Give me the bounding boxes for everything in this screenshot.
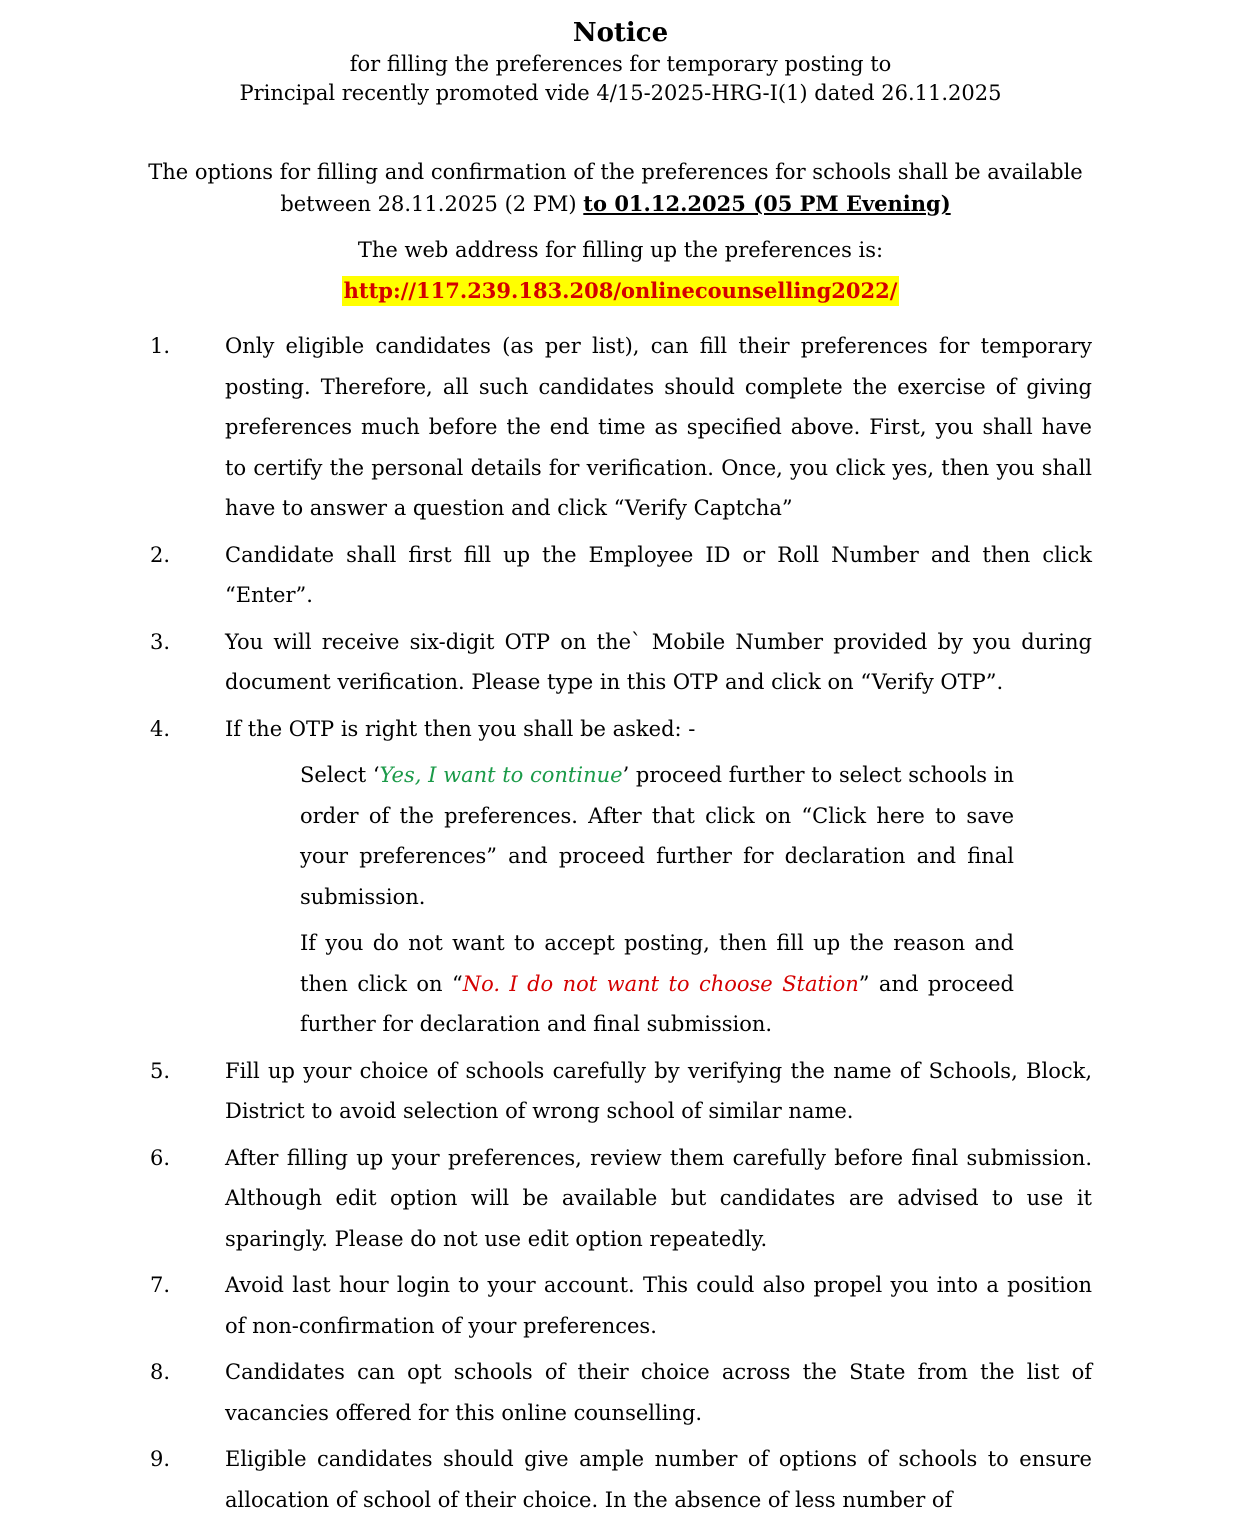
list-item xyxy=(150,709,1092,1045)
decline-option-paragraph xyxy=(300,923,1014,1045)
continue-option-paragraph xyxy=(300,755,1014,917)
list-item xyxy=(150,1352,1092,1433)
list-item-text: Fill up your choice of schools carefully by verifying the name of Schools, Block, District to avoid selection of wrong school of similar name. xyxy=(225,1058,1092,1123)
notice-subtitle-line1: for filling the preferences for temporary posting to xyxy=(349,52,892,76)
decline-option-pre: If you do not want to accept posting, then fill up the reason and then click on “ xyxy=(300,931,1014,996)
list-item-text: If the OTP is right then you shall be asked: - xyxy=(225,716,696,741)
options-text: The options for filling and confirmation of the preferences for schools shall be available between 28.11.2025 (2 PM) xyxy=(148,160,1083,216)
list-item-number: 9. xyxy=(150,1447,171,1471)
list-item-number: 1. xyxy=(150,334,171,358)
list-item-number: 5. xyxy=(150,1058,171,1083)
continue-option-pre: Select ‘ xyxy=(300,763,380,787)
list-item-number: 6. xyxy=(150,1145,171,1170)
list-item xyxy=(150,326,1092,529)
decline-option-post: ” and proceed further for declaration and final submission. xyxy=(300,971,1015,1036)
list-item-number: 2. xyxy=(150,542,171,567)
list-item-number: 4. xyxy=(150,716,171,741)
list-item xyxy=(150,1051,1092,1132)
list-item-text: Avoid last hour login to your account. This could also propel you into a position of non-confirmation of your preferences. xyxy=(225,1273,1092,1338)
list-item-number: 3. xyxy=(150,629,171,654)
options-deadline: to 01.12.2025 (05 PM Evening) xyxy=(583,191,951,216)
continue-option-label: Yes, I want to continue xyxy=(379,763,623,787)
list-item-text: Candidate shall first fill up the Employee ID or Roll Number and then click “Enter”. xyxy=(225,542,1092,607)
notice-title: Notice xyxy=(572,18,669,48)
list-item xyxy=(150,1138,1092,1260)
list-item-text: You will receive six-digit OTP on the` Mobile Number provided by you during document verification. Please type in this OTP and click on “Verify OTP”. xyxy=(225,629,1092,694)
list-item xyxy=(150,535,1092,616)
list-item-number: 8. xyxy=(150,1360,171,1384)
web-address-label: The web address for filling up the preferences is: xyxy=(357,238,884,262)
list-item xyxy=(150,622,1092,703)
list-item-text: After filling up your preferences, review them carefully before final submission. Although edit option will be available but candidates are advised to use it sparingly. Please do not use edit option repeatedly. xyxy=(225,1145,1092,1251)
continue-option-post: ’ proceed further to select schools in order of the preferences. After that click on “Click here to save your preferences” and proceed further for declaration and final submission. xyxy=(300,763,1014,909)
list-item xyxy=(150,1439,1092,1520)
options-availability-paragraph xyxy=(130,156,1101,220)
list-item-number: 7. xyxy=(150,1273,171,1297)
web-address-link[interactable]: http://117.239.183.208/onlinecounselling2022/ xyxy=(342,276,900,306)
decline-option-label: No. I do not want to choose Station xyxy=(462,971,859,996)
list-item-text: Only eligible candidates (as per list), can fill their preferences for temporary posting. Therefore, all such candidates should complete the exercise of giving preferences much before the end time as specified above. First, you shall have to certify the personal details for verification. Once, you click yes, then you shall have to answer a question and click “Verify Captcha” xyxy=(225,334,1092,520)
list-item-text: Candidates can opt schools of their choice across the State from the list of vacancies offered for this online counselling. xyxy=(225,1360,1092,1425)
list-item xyxy=(150,1265,1092,1346)
notice-subtitle-line2: Principal recently promoted vide 4/15-2025-HRG-I(1) dated 26.11.2025 xyxy=(239,81,1002,105)
web-address-container xyxy=(0,276,1241,306)
instructions-list xyxy=(150,326,1092,1526)
list-item-text: Eligible candidates should give ample number of options of schools to ensure allocation of school of their choice. In the absence of less number of xyxy=(225,1447,1092,1512)
